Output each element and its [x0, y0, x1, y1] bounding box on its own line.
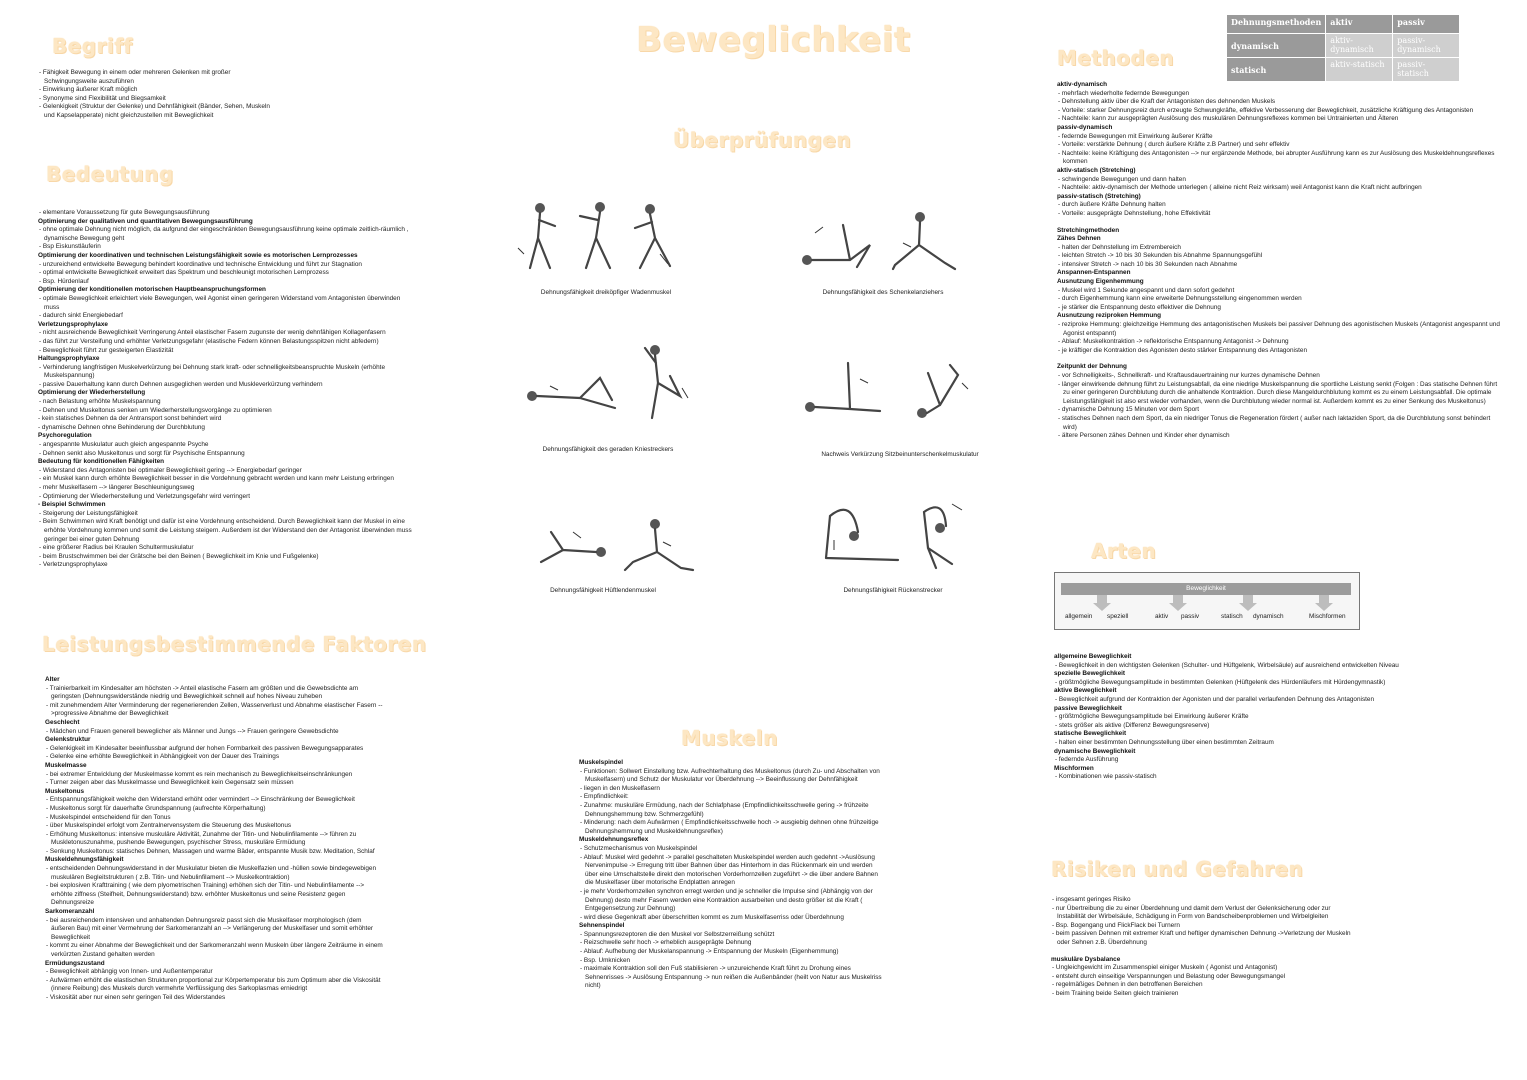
list-item: - das führt zur Versteifung und erhöhter Verletzungsgefahr (elastische Federn können Belastungsspitzen nicht abfedern) [38, 338, 416, 347]
table-cell: passiv-statisch [1393, 58, 1460, 82]
list-item: - Nachteile: kann zur ausgeprägten Auslösung des muskulären Dehnungsreflexes kommen bei Untrainierten und Älteren [1057, 115, 1502, 124]
arten-diagram [1054, 572, 1360, 630]
list-item: - Entspannungsfähigkeit welche den Widerstand erhöht oder vermindert --> Einschränkung der Beweglichkeit [45, 796, 385, 805]
subheading: Bedeutung für konditionellen Fähigkeiten [38, 458, 165, 466]
arten-heading: Arten [1091, 539, 1157, 563]
list-item: - bei explosiven Krafttraining ( wie dem plyometrischen Training) erhöhen sich der Titin- und Nebulinfilamente --> erhöhte ziffness (Steifheit, Dehnungswiderstand) bzw. erhöhter Muskeltonus und seine Resistenz gegen Dehnungsreize [45, 882, 385, 908]
subheading: aktiv-dynamisch [1057, 81, 1108, 88]
table-head-cell: Dehnungsmethoden [1227, 15, 1326, 34]
caption-kniestrecker: Dehnungsfähigkeit des geraden Kniestreckers [542, 446, 674, 453]
list-item: - stets größer als aktive (Differenz Bewegungsreserve) [1054, 722, 1454, 731]
table-cell: aktiv-statisch [1326, 58, 1393, 82]
figure-schenkelanzieher [795, 205, 960, 275]
arten-arrows [1055, 595, 1359, 613]
list-item: - Ablauf: Aufhebung der Muskelanspannung -> Entspannung der Muskeln (Eigenhemmung) [579, 948, 884, 957]
subheading: Alter [45, 676, 60, 683]
risiken-list [1051, 896, 1351, 999]
ueberpruefungen-heading: Überprüfungen [673, 128, 852, 152]
list-item: - reziproke Hemmung: gleichzeitige Hemmung des antagonistischen Muskels bei passiver Dehnung des agonistischen Muskels (Antagonist angespannt und Agonist entspannt) [1057, 321, 1502, 338]
list-item: - dynamische Dehnen ohne Behinderung der Durchblutung [38, 423, 205, 431]
list-item: - Ungleichgewicht im Zusammenspiel einiger Muskeln ( Agonist und Antagonist) [1051, 964, 1351, 973]
list-item: - Ablauf: Muskel wird gedehnt -> parallel geschalteten Muskelspindel werden auch gedehnt ->Auslösung Nervenimpulse -> Erregung tritt über Bahnen über das Hinterhorn in das Rückenmark ein und werden über eine Umschaltstelle direkt den motorischen Vorderhornzellen zugeführt -> die über andere Bahnen die Muskelfaser über motorische Endplatten anregen [579, 854, 884, 888]
list-item: - je mehr Vorderhornzellen synchron erregt werden und je schneller die Impulse sind (Abhängig von der Dehnung) desto mehr Fasern werden eine Kontraktion ausarbeiten und desto größer ist die Kraft ( Entgegensetzung zur Dehnung) [579, 888, 884, 914]
list-item: - durch äußere Kräfte Dehnung halten [1057, 201, 1502, 210]
list-item: - Muskel wird 1 Sekunde angespannt und dann sofort gedehnt [1057, 287, 1502, 296]
subheading: Mischformen [1054, 764, 1094, 772]
list-item: - mehrfach wiederholte federnde Bewegungen [1057, 90, 1502, 99]
list-item: - Bsp. Umknicken [579, 957, 884, 966]
list-item: - Kombinationen wie passiv-statisch [1054, 773, 1454, 782]
spacer [1057, 219, 1502, 227]
arten-label-passiv: passiv [1181, 613, 1200, 620]
list-item: - Dehnen senkt also Muskeltonus und sorgt für Psychische Entspannung [38, 450, 416, 459]
list-item: - Spannungsrezeptoren die den Muskel vor Selbstzerreißung schützt [579, 931, 884, 940]
list-item: - nicht ausreichende Beweglichkeit Verringerung Anteil elastischer Fasern zugunste der wenig dehnfähigen Kollagenfasern [38, 329, 416, 338]
list-item: - durch Eigenhemmung kann eine erweiterte Dehnungsstellung eingenommen werden [1057, 295, 1502, 304]
subheading: Optimierung der qualitativen und quantitativen Bewegungsausführung [38, 217, 253, 225]
list-item: - ohne optimale Dehnung nicht möglich, da aufgrund der eingeschränkten Bewegungsausführung keine optimale zeitlich-räumlich , dynamische Bewegung geht [38, 226, 416, 243]
list-item: - halten einer bestimmten Dehnungsstellung über einen bestimmten Zeitraum [1054, 739, 1454, 748]
list-item: - mit zunehmendem Alter Verminderung der regenerierenden Zellen, Wasserverlust und Abnahme elastischer Fasern -->progressive Abnahme der Beweglichkeit [45, 702, 385, 719]
list-item: - Schutzmechanismus von Muskelspindel [579, 845, 884, 854]
subheading: Sarkomeranzahl [45, 908, 95, 916]
table-head-cell: passiv [1393, 15, 1460, 34]
list-item: - maximale Kontraktion soll den Fuß stabilisieren -> unzureichende Kraft führt zu Drohung eines Sehnenrisses -> Auslösung Entspannung -> nun reißen die Außenbänder (heilt von Natur aus Muskelriss nicht) [579, 965, 884, 991]
list-item: - Gelenkigkeit (Struktur der Gelenke) und Dehnfähigkeit (Bänder, Sehen, Muskeln und Kapselapperate) nicht gleichzustellen mit Beweglichkeit [38, 103, 278, 120]
list-item: - mehr Muskelfasern --> längerer Beschleunigungsweg [38, 484, 416, 493]
list-item: - schwingende Bewegungen und dann halten [1057, 176, 1502, 185]
list-item: - Gelenke eine erhöhte Beweglichkeit in Abhängigkeit von der Dauer des Trainings [45, 753, 385, 762]
caption-hueftlendenmuskel: Dehnungsfähigkeit Hüftlendenmuskel [550, 587, 656, 594]
list-item: - Muskelspindel entscheidend für den Tonus [45, 814, 385, 823]
list-item: - Beweglichkeit in den wichtigsten Gelenken (Schulter- und Hüftgelenk, Wirbelsäule) auf ausreichend entwickelten Niveau [1054, 662, 1454, 671]
leistung-heading: Leistungsbestimmende Faktoren [42, 632, 427, 656]
list-item: - ältere Personen zähes Dehnen und Kinder eher dynamisch [1057, 432, 1502, 441]
table-row-head: dynamisch [1227, 34, 1326, 58]
list-item: - kommt zu einer Abnahme der Beweglichkeit und der Sarkomeranzahl wenn Muskeln über längere Zeiträume in einem verkürzten Zustand gehalten werden [45, 942, 385, 959]
list-item: - Vorteile: starker Dehnungsreiz durch erzeugte Schwungkräfte, effektive Verbesserung der Beweglichkeit, zusätzliche Kräftigung des Antagonisten [1057, 107, 1502, 116]
list-item: - Ablauf: Muskelkontraktion -> reflektorische Entspannung Antagonist -> Dehnung [1057, 338, 1502, 347]
list-item: - entscheidenden Dehnungswiderstand in der Muskulatur bieten die Muskelfazien und -hüllen sowie bindegewebigen muskulären Begleitstrukturen ( z.B. Titin- und Nebulinfilament --> Muskelkontraktion) [45, 865, 385, 882]
list-item: - regelmäßiges Dehnen in den betroffenen Bereichen [1051, 981, 1351, 990]
subheading: Ermüdungszustand [45, 959, 105, 967]
list-item: - insgesamt geringes Risiko [1051, 896, 1351, 905]
muskeln-list [579, 759, 884, 991]
list-item: - ein Muskel kann durch erhöhte Beweglichkeit besser in die Vordehnung gebracht werden und kann mehr Leistung erbringen [38, 475, 416, 484]
subheading: Muskeldehnungsfähigkeit [45, 856, 124, 864]
list-item: - dynamische Dehnung 15 Minuten vor dem Sport [1057, 406, 1502, 415]
arten-bar: Beweglichkeit [1061, 583, 1351, 595]
list-item: - Minderung: nach dem Aufwärmen ( Empfindlichkeitsschwelle hoch -> ausgiebig dehnen ohne frühzeitige Dehnungshemmung und Muskeldehnungsreflex) [579, 819, 884, 836]
methoden-table [1226, 14, 1460, 82]
list-item: - Dehnen und Muskeltonus senken um Wiederherstellungsvorgänge zu optimieren [38, 407, 416, 416]
subheading: Muskeldehnungsreflex [579, 836, 649, 844]
subheading: Haltungsprophylaxe [38, 355, 100, 363]
list-item: - beim Brustschwimmen bei der Grätsche bei den Beinen ( Beweglichkeit im Knie und Fußgelenke) [38, 553, 416, 562]
spacer [1051, 948, 1351, 956]
leistung-list [45, 676, 385, 1003]
list-item: - Optimierung der Wiederherstellung und Verletzungsgefahr wird verringert [38, 493, 416, 502]
list-item: - bei extremer Entwicklung der Muskelmasse kommt es rein mechanisch zu Beweglichkeitseinschränkungen [45, 771, 385, 780]
subheading: muskuläre Dysbalance [1051, 955, 1121, 963]
subheading: dynamische Beweglichkeit [1054, 747, 1136, 755]
list-item: - Empfindlichkeit: [579, 793, 884, 802]
list-item: - Aufwärmen erhöht die elastischen Strukturen proportional zur Körpertemperatur bis zum Optimum aber die Viskosität (innere Reibung) des Muskels durch vermehrte Verflüssigung des Sarkoplasmas erniedrigt [45, 977, 385, 994]
subheading: spezielle Beweglichkeit [1054, 670, 1126, 678]
list-item: - angespannte Muskulatur auch gleich angespannte Psyche [38, 441, 416, 450]
subheading: Verletzungsprophylaxe [38, 320, 108, 328]
figure-wadenmuskel [510, 198, 680, 273]
list-item: - kein statisches Dehnen da der Antransport sonst behindert wird [38, 415, 222, 423]
figure-rueckenstrecker [812, 498, 972, 576]
page-title: Beweglichkeit [636, 20, 911, 60]
list-item: - beim passiven Dehnen mit extremer Kraft und heftiger dynamischen Dehnung ->Verletzung der Muskeln oder Sehnen z.B. Überdehnung [1051, 930, 1351, 947]
list-item: - dadurch sinkt Energiebedarf [38, 312, 416, 321]
subheading: Zähes Dehnen [1057, 235, 1101, 243]
list-item: - Mädchen und Frauen generell beweglicher als Männer und Jungs --> Frauen geringere Gewebsdichte [45, 728, 385, 737]
arten-label-speziell: speziell [1107, 613, 1129, 620]
subheading: - Beispiel Schwimmen [38, 501, 106, 509]
list-item: - Turner zeigen aber das Muskelmasse und Beweglichkeit kein Gegensatz sein müssen [45, 779, 385, 788]
list-item: - Fähigkeit Bewegung in einem oder mehreren Gelenken mit großer Schwingungsweite auszuführen [38, 69, 278, 86]
list-item: - Verletzungsprophylaxe [38, 561, 416, 570]
subheading: Muskeltonus [45, 787, 85, 795]
list-item: - vor Schnelligkeits-, Schnellkraft- und Kraftausdauertraining nur kurzes dynamische Dehnen [1057, 372, 1502, 381]
list-item: - Nachteile: aktiv-dynamisch der Methode unterlegen ( alleine nicht Reiz wirksam) weil Antagonist kann die Kraft nicht aufbringen [1057, 184, 1502, 193]
subheading: Gelenkstruktur [45, 736, 91, 744]
list-item: - größtmögliche Bewegungsamplitude bei Einwirkung äußerer Kräfte [1054, 713, 1454, 722]
caption-rueckenstrecker: Dehnungsfähigkeit Rückenstrecker [843, 587, 943, 594]
list-item: - Trainierbarkeit im Kindesalter am höchsten -> Anteil elastische Fasern am größten und die Gewebsdichte am geringsten (Dehnungswiderstände niedrig und Beweglichkeit schnell auf hohes Niveau zuheben [45, 685, 385, 702]
subheading: Zeitpunkt der Dehnung [1057, 363, 1127, 371]
figure-kniestrecker [520, 338, 700, 423]
list-item: - Verhinderung langfristigen Muskelverkürzung bei Dehnung stark kraft- oder schnelligkeitsbeanspruchte Muskeln (erhöhte Muskelspannung) [38, 364, 416, 381]
subheading: aktiv-statisch (Stretching) [1057, 166, 1136, 174]
list-item: - Steigerung der Leistungsfähigkeit [38, 510, 416, 519]
muskeln-heading: Muskeln [681, 726, 778, 750]
list-item: - federnde Ausführung [1054, 756, 1454, 765]
list-item: - passive Dauerhaltung kann durch Dehnen ausgeglichen werden und Muskleverkürzung verhindern [38, 381, 416, 390]
list-item: - federnde Bewegungen mit Einwirkung äußerer Kräfte [1057, 133, 1502, 142]
list-item: - Bsp. Hürdenlauf [38, 278, 416, 287]
list-item: - Nachteile: keine Kräftigung des Antagonisten --> nur ergänzende Methode, bei abrupter Ausführung kann es zur Auslösung des Muskeldehnungsreflexes kommen [1057, 150, 1502, 167]
table-cell: passiv-dynamisch [1393, 34, 1460, 58]
subheading: Psychoregulation [38, 432, 92, 440]
list-item: - halten der Dehnstellung im Extrembereich [1057, 244, 1502, 253]
subheading: Anspannen-Entspannen [1057, 269, 1131, 277]
subheading: passiv-dynamisch [1057, 123, 1113, 131]
arten-label-mischformen: Mischformen [1309, 613, 1346, 620]
list-item: - bei ausreichendem intensiven und anhaltenden Dehnungsreiz passt sich die Muskelfaser morphologisch (dem äußeren Bau) mit einer Vermehrung der Sarkomeranzahl an --> Verlängerung der Muskelfaser und somit erhöhter Beweglichkeit [45, 917, 385, 943]
subheading: Ausnutzung reziproken Hemmung [1057, 312, 1162, 320]
arten-label-dynamisch: dynamisch [1253, 613, 1284, 620]
subheading: Stretchingmethoden [1057, 226, 1120, 234]
list-item: - größtmögliche Bewegungsamplitude in bestimmten Gelenken (Hüftgelenk des Hürdenläufers mit Hürdengymnastik) [1054, 679, 1454, 688]
table-cell: aktiv-dynamisch [1326, 34, 1393, 58]
list-item: - Muskeltonus sorgt für dauerhafte Grundspannung (aufrechte Körperhaltung) [45, 805, 385, 814]
table-head-cell: aktiv [1326, 15, 1393, 34]
list-item: - Einwirkung äußerer Kraft möglich [38, 86, 278, 95]
list-item: - Reizschwelle sehr hoch -> erheblich ausgeprägte Dehnung [579, 939, 884, 948]
arten-label-statisch: statisch [1221, 613, 1243, 620]
list-item: - länger einwirkende dehnung führt zu Leistungsabfall, da eine niedrige Muskelspannung die sportliche Leistung senkt (Folgen : Das statische Dehnen führt zu einer geringeren Durchblutung durch die anhaltende Kontraktion. Durch diese Mangeldurchblutung kommt es zu einem Leistungsabfall. Die optimale Leistungsfähigkeit ist also erst wieder vorhanden, wenn die Durchblutung wieder normal ist. Außerdem kommt es zu einer Senkung des Muskeltonus) [1057, 381, 1502, 407]
caption-sitzbein: Nachweis Verkürzung Sitzbeinunterschenkelmuskulatur [821, 451, 979, 458]
list-item: - Gelenkigkeit im Kindesalter beeinflussbar aufgrund der hohen Formbarkeit des passiven Bewegungsapparates [45, 745, 385, 754]
subheading: passive Beweglichkeit [1054, 704, 1122, 712]
bedeutung-heading: Bedeutung [46, 162, 174, 186]
list-item: - Beweglichkeit aufgrund der Kontraktion der Agonisten und der parallel verlaufenden Dehnung des Antagonisten [1054, 696, 1454, 705]
subheading: Optimierung der koordinativen und technischen Leistungsfähigkeit sowie es motorischen Lernprozesses [38, 251, 358, 259]
list-item: - leichten Stretch -> 10 bis 30 Sekunden bis Abnahme Spannungsgefühl [1057, 252, 1502, 261]
subheading: allgemeine Beweglichkeit [1054, 653, 1132, 660]
table-row-head: statisch [1227, 58, 1326, 82]
list-item: - Senkung Muskeltonus: statisches Dehnen, Massagen und warme Bäder, entspannte Musik bzw. Meditation, Schlaf [45, 848, 385, 857]
begriff-heading: Begriff [52, 34, 133, 58]
list-item: - Vorteile: verstärkte Dehnung ( durch äußere Kräfte z.B Partner) und sehr effektiv [1057, 141, 1502, 150]
list-item: - beim Training beide Seiten gleich trainieren [1051, 990, 1351, 999]
subheading: Ausnutzung Eigenhemmung [1057, 278, 1144, 286]
spacer [1057, 355, 1502, 363]
list-item: - Widerstand des Antagonisten bei optimaler Beweglichkeit gering --> Energiebedarf geringer [38, 467, 416, 476]
arten-label-aktiv: aktiv [1155, 613, 1169, 620]
list-item: - nach Belastung erhöhte Muskelspannung [38, 398, 416, 407]
list-item: - Bsp Eiskunstläuferin [38, 243, 416, 252]
list-item: - Dehnstellung aktiv über die Kraft der Antagonisten des dehnenden Muskels [1057, 98, 1502, 107]
subheading: statische Beweglichkeit [1054, 730, 1127, 738]
list-item: - Vorteile: ausgeprägte Dehnstellung, hohe Effektivität [1057, 210, 1502, 219]
caption-schenkelanzieher: Dehnungsfähigkeit des Schenkelanziehers [822, 289, 944, 296]
caption-wadenmuskel: Dehnungsfähigkeit dreiköpfiger Wadenmuskel [540, 289, 672, 296]
list-item: - Funktionen: Sollwert Einstellung bzw. Aufrechterhaltung des Muskeltonus (durch Zu- und Abschalten von Muskelfasern) und Schutz der Muskulatur vor Überdehnung --> Beeinflussung der Dehnfähigkeit [579, 768, 884, 785]
arten-list [1054, 653, 1454, 782]
list-item: - je kräftiger die Kontraktion des Agonisten desto stärker Entspannung des Antagonisten [1057, 347, 1502, 356]
begriff-list [38, 69, 278, 121]
bedeutung-list [38, 209, 416, 570]
list-item: - Erhöhung Muskeltonus: intensive muskuläre Aktivität, Zunahme der Titin- und Nebulinfilamente --> führen zu Muskletonuszunahme, pushende Bewegungen, psychischer Stress, muskuläre Ermüdung [45, 831, 385, 848]
list-item: - eine größerer Radius bei Kraulen Schultermuskulatur [38, 544, 416, 553]
list-item: - unzureichend entwickelte Bewegung behindert koordinative und technische Entwicklung und führt zur Stagnation [38, 261, 416, 270]
subheading: Geschlecht [45, 718, 80, 726]
subheading: Muskelmasse [45, 761, 87, 769]
list-item: - elementare Voraussetzung für gute Bewegungsausführung [38, 209, 416, 218]
subheading: Optimierung der Wiederherstellung [38, 389, 146, 397]
subheading: aktive Beweglichkeit [1054, 687, 1117, 695]
list-item: - liegen in den Muskelfasern [579, 785, 884, 794]
list-item: - über Muskelspindel erfolgt vom Zentralnervensystem die Steuerung des Muskeltonus [45, 822, 385, 831]
risiken-heading: Risiken und Gefahren [1051, 857, 1304, 881]
list-item: - optimal entwickelte Beweglichkeit erweitert das Spektrum und beschleunigt motorischen Lernprozess [38, 269, 416, 278]
figure-sitzbein [800, 355, 970, 427]
list-item: - Synonyme sind Flexibilität und Biegsamkeit [38, 95, 278, 104]
list-item: - Bsp. Bogengang und FlickFlack bei Turnern [1051, 922, 1351, 931]
subheading: Optimierung der konditionellen motorischen Hauptbeanspruchungsformen [38, 286, 266, 294]
methoden-heading: Methoden [1057, 46, 1175, 70]
list-item: - Beweglichkeit führt zur gesteigerten Elastizität [38, 347, 416, 356]
list-item: - wird diese Gegenkraft aber überschritten kommt es zum Muskelfaserriss oder Überdehnung [579, 914, 884, 923]
list-item: - nur Übertreibung die zu einer Überdehnung und damit dem Verlust der Gelenksicherung oder zur Instabilität der Wirbelsäule, Schädigung in Form von Bandscheibenproblemen und Wirbelgleiten [1051, 905, 1351, 922]
figure-hueftlendenmuskel [533, 512, 698, 577]
arten-label-allgemein: allgemein [1065, 613, 1093, 620]
list-item: - je stärker die Entspannung desto effektiver die Dehnung [1057, 304, 1502, 313]
list-item: - optimale Beweglichkeit erleichtert viele Bewegungen, weil Agonist einen geringeren Widerstand vom Antagonisten überwinden muss [38, 295, 416, 312]
subheading: Muskelspindel [579, 759, 624, 766]
subheading: passiv-statisch (Stretching) [1057, 192, 1141, 200]
subheading: Sehnenspindel [579, 922, 625, 930]
methoden-list [1057, 81, 1502, 441]
list-item: - Beweglichkeit abhängig von Innen- und Außentemperatur [45, 968, 385, 977]
list-item: - Beim Schwimmen wird Kraft benötigt und dafür ist eine Vordehnung entscheidend. Durch Beweglichkeit kann der Muskel in eine erhöhte Vordehnung kommen und somit die Leistung steigern. Außerdem ist der Widerstand den der Antagonist überwinden muss geringer bei einer guten Dehnung [38, 518, 416, 544]
list-item: - statisches Dehnen nach dem Sport, da ein niedriger Tonus die Regeneration fördert ( außer nach laktaziden Sport, da die Durchblutung sonst behindert wird) [1057, 415, 1502, 432]
list-item: - Zunahme: muskuläre Ermüdung, nach der Schlafphase (Empfindlichkeitsschwelle gering -> frühzeite Dehnungshemmung bzw. Schmerzgefühl) [579, 802, 884, 819]
list-item: - entsteht durch einseitige Verspannungen und Belastung oder Bewegungsmangel [1051, 973, 1351, 982]
list-item: - Viskosität aber nur einen sehr geringen Teil des Widerstandes [45, 994, 385, 1003]
list-item: - intensiver Stretch -> nach 10 bis 30 Sekunden nach Abnahme [1057, 261, 1502, 270]
